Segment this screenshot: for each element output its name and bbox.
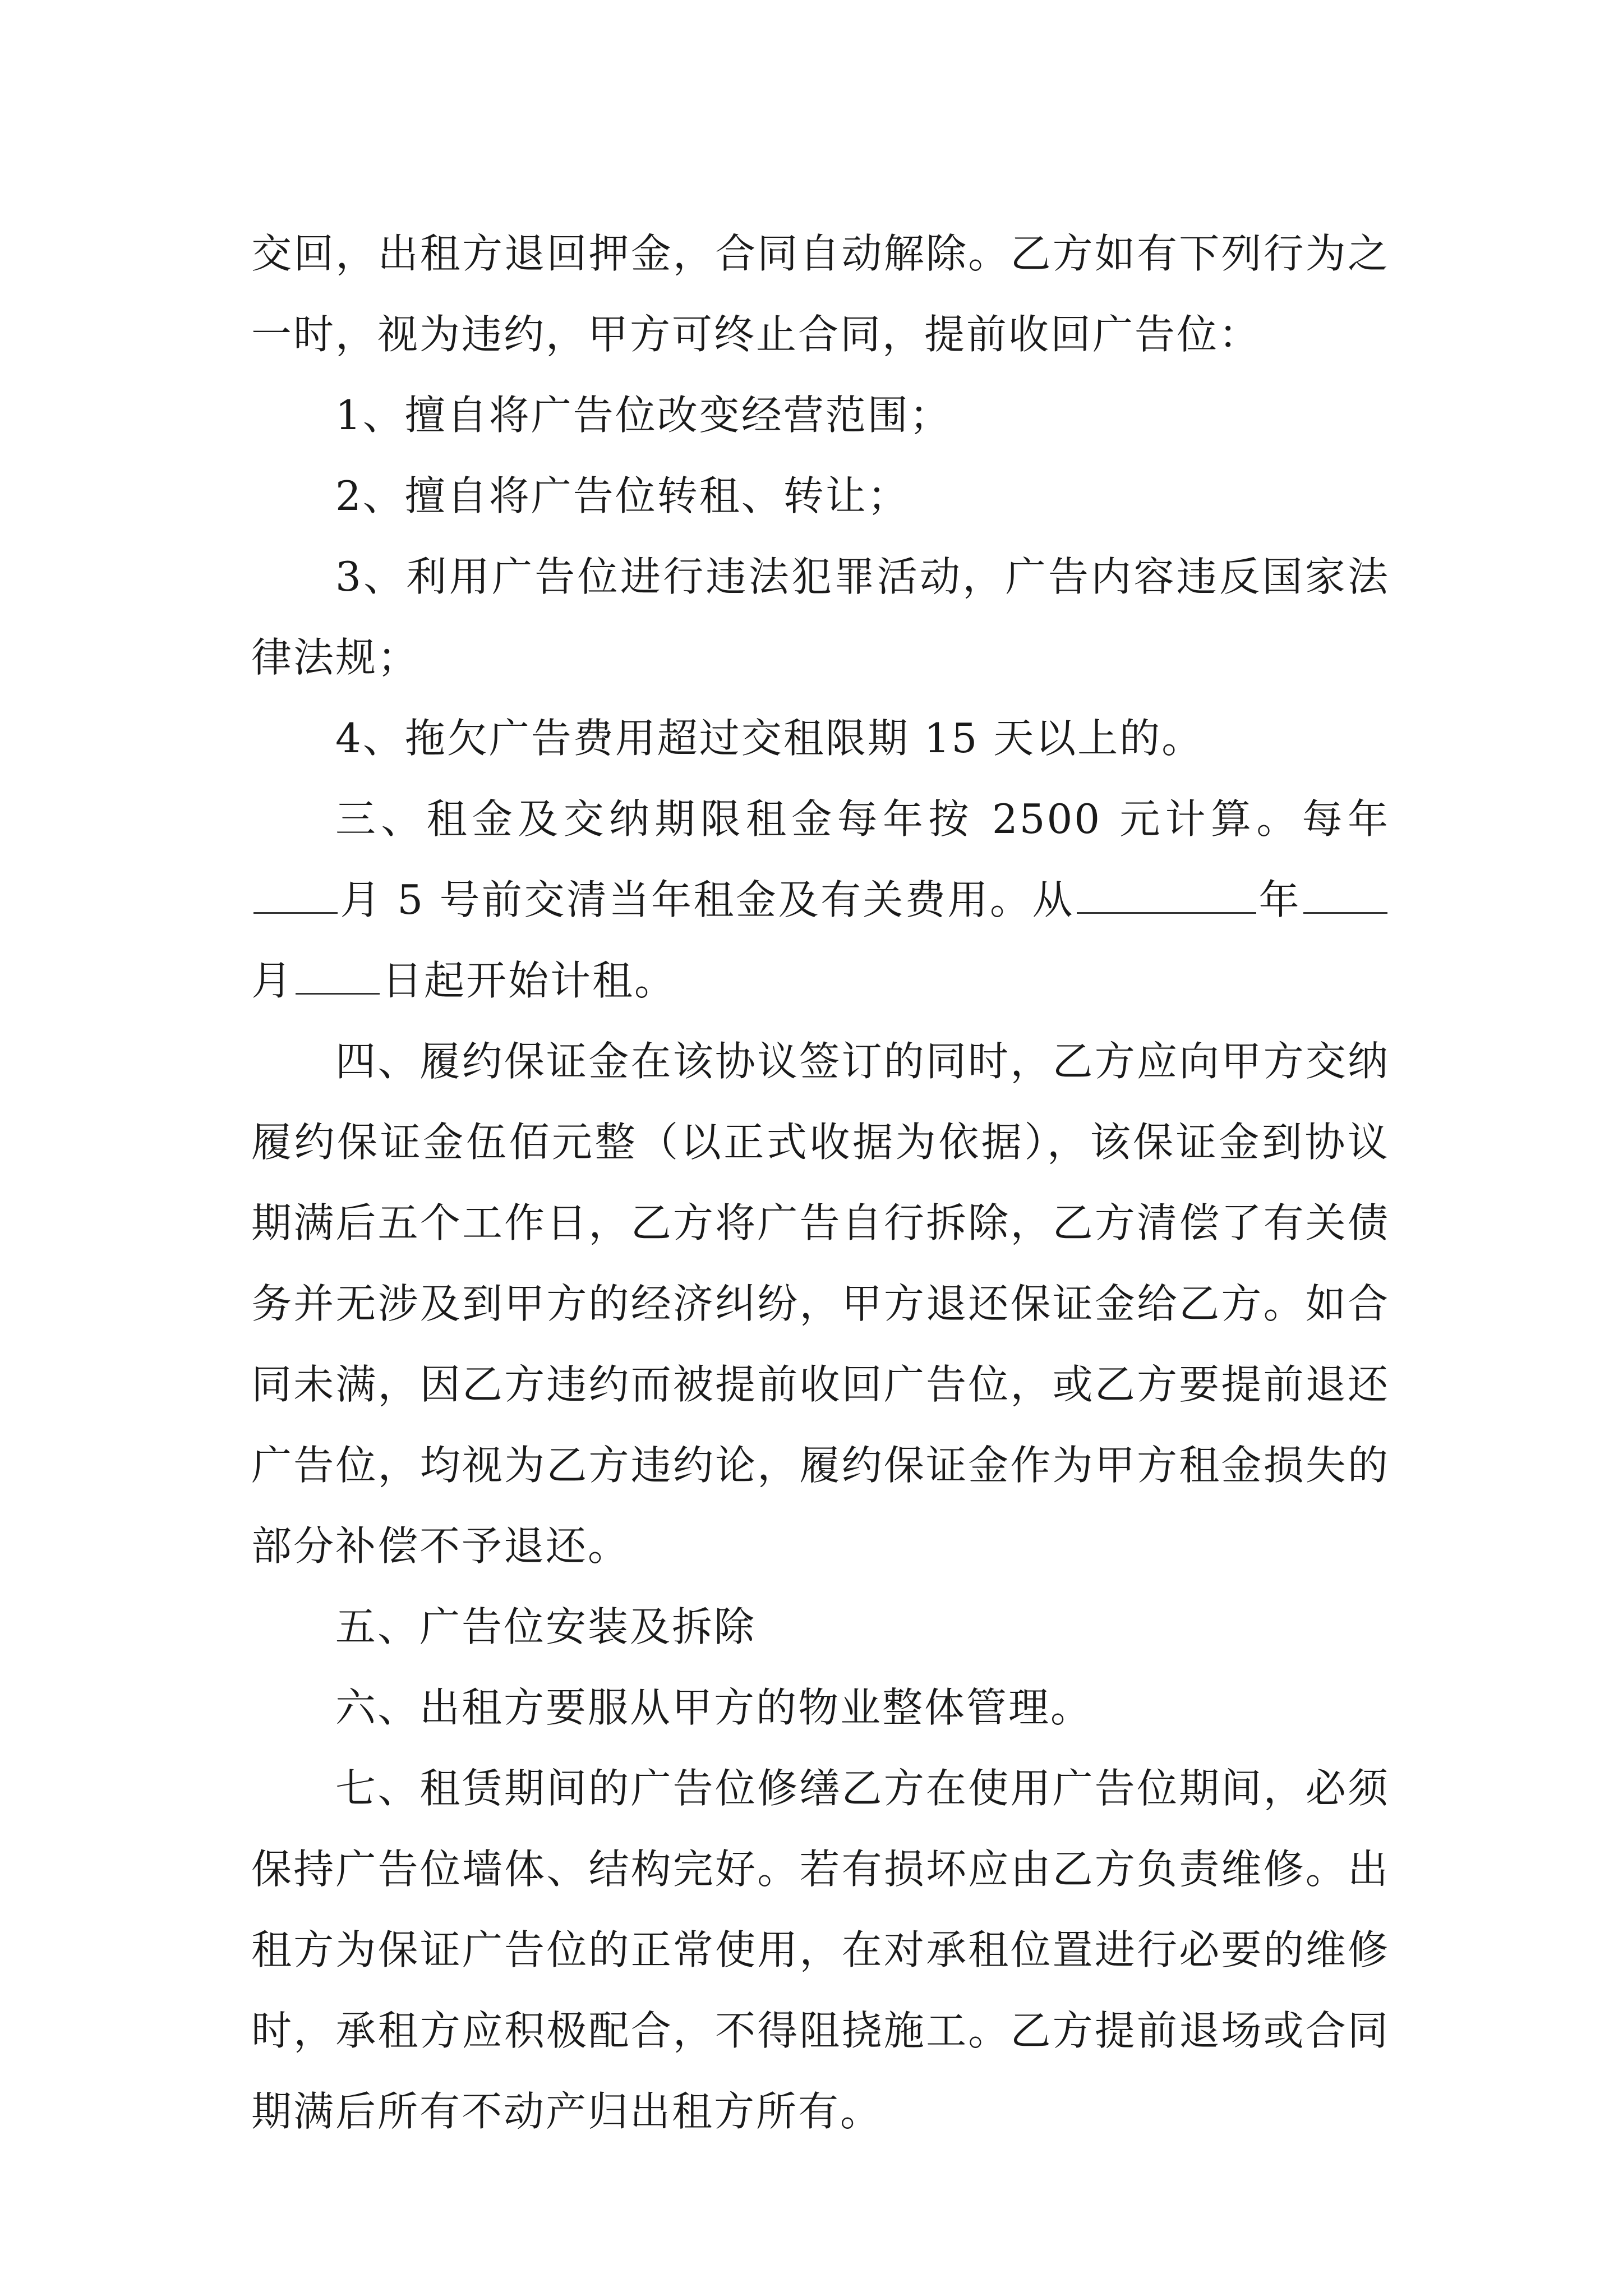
- paragraph-violation-1: 1、擅自将广告位改变经营范围；: [335, 392, 952, 439]
- paragraph-termination-intro: 交回，出租方退回押金，合同自动解除。乙方如有下列行为之一时，视为违约，甲方可终止合同，提前收回广告位：: [251, 230, 1390, 358]
- document-body: [251, 213, 1390, 2152]
- paragraph-rent-clause: [251, 779, 1390, 1021]
- paragraph-performance-deposit: 四、履约保证金在该协议签订的同时，乙方应向甲方交纳履约保证金伍佰元整（以正式收据为依据），该保证金到协议期满后五个工作日，乙方将广告自行拆除，乙方清偿了有关债务并无涉及到甲方的经济纠纷，甲方退还保证金给乙方。如合同未满，因乙方违约而被提前收回广告位，或乙方要提前退还广告位，均视为乙方违约论，履约保证金作为甲方租金损失的部分补偿不予退还。: [251, 1038, 1390, 1570]
- rent-clause-text-1: 三、租金及交纳期限租金每年按 2500 元计算。每年: [335, 795, 1390, 843]
- blank-line-start-year: [1077, 872, 1256, 914]
- paragraph-violation-4: 4、拖欠广告费用超过交租限期 15 天以上的。: [335, 715, 1204, 762]
- rent-clause-text-5: 日起开始计租。: [382, 957, 677, 1004]
- blank-line-start-month: [1303, 872, 1387, 914]
- blank-line-start-day: [296, 953, 380, 995]
- paragraph-violation-2: 2、擅自将广告位转租、转让；: [335, 472, 910, 519]
- rent-clause-text-2: 月 5 号前交清当年租金及有关费用。从: [340, 876, 1075, 923]
- paragraph-repairs: 七、租赁期间的广告位修缮乙方在使用广告位期间，必须保持广告位墙体、结构完好。若有损坏应由乙方负责维修。出租方为保证广告位的正常使用，在对承租位置进行必要的维修时，承租方应积极配合，不得阻挠施工。乙方提前退场或合同期满后所有不动产归出租方所有。: [251, 1765, 1390, 2135]
- rent-clause-text-4: 月: [251, 957, 294, 1004]
- paragraph-installation-removal: 五、广告位安装及拆除: [335, 1603, 757, 1650]
- paragraph-violation-3: 3、利用广告位进行违法犯罪活动，广告内容违反国家法律法规；: [251, 553, 1390, 681]
- rent-clause-text-3: 年: [1258, 876, 1301, 923]
- paragraph-property-management: 六、出租方要服从甲方的物业整体管理。: [335, 1684, 1093, 1731]
- blank-line-month-of-year: [253, 872, 338, 914]
